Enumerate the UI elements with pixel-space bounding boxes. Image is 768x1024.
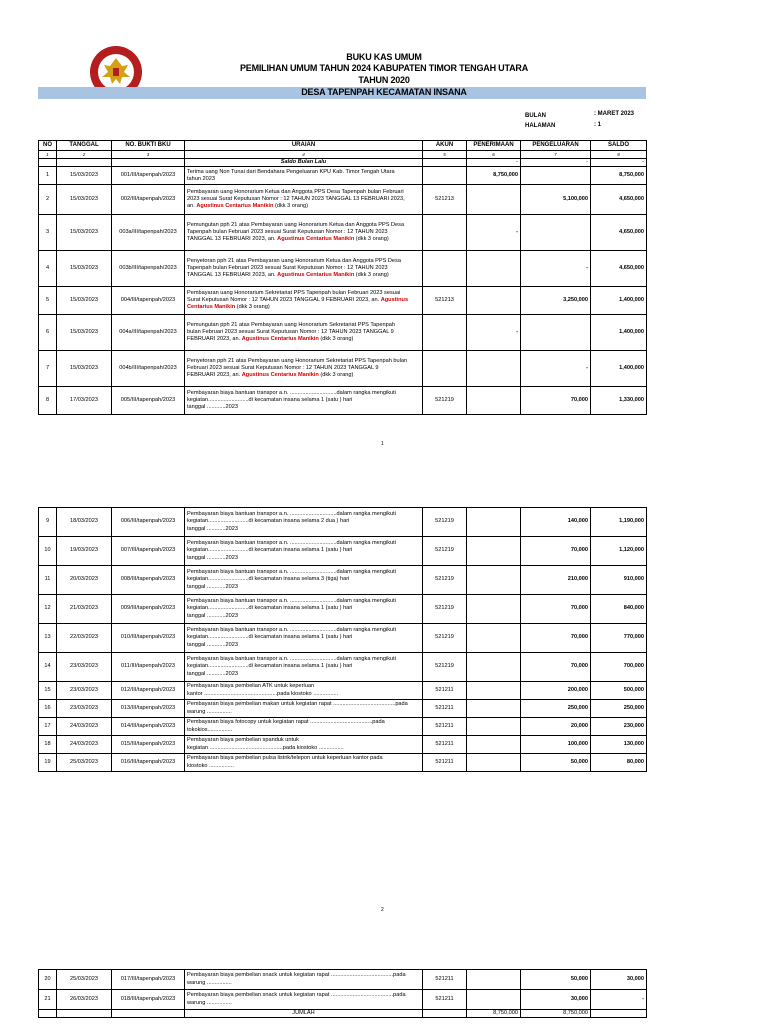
row-uraian <box>185 251 423 287</box>
row-bukti: 015/III/tapenpah/2023 <box>112 736 185 754</box>
uraian-line: Surat Keputusan Nomor : 12 TAHUN 2023 TANGGAL 9 FEBRUARI 2023, an. <box>187 297 381 304</box>
row-uraian <box>185 990 423 1010</box>
row-bukti: 013/III/tapenpah/2023 <box>112 700 185 718</box>
uraian-line: bulan Februari 2023 sesuai Surat Keputusan Nomor : 12 TAHUN 2023 TANGGAL 9 <box>187 329 394 336</box>
row-penerimaan <box>467 537 521 566</box>
row-pengeluaran: 50,000 <box>521 970 591 990</box>
row-tanggal: 23/03/2023 <box>57 653 112 682</box>
row-uraian <box>185 682 423 700</box>
col-index: 1 <box>39 151 57 159</box>
row-pengeluaran: - <box>521 351 591 387</box>
row-penerimaan <box>467 185 521 215</box>
table-row <box>39 754 647 772</box>
row-penerimaan <box>467 624 521 653</box>
document-title: BUKU KAS UMUM <box>346 52 422 62</box>
row-tanggal: 22/03/2023 <box>57 624 112 653</box>
uraian-line: kegiatan..........................di kecamatan insana selama 1 (satu ) hari <box>187 397 353 404</box>
row-saldo: 130,000 <box>591 736 647 754</box>
desa-title: DESA TAPENPAH KECAMATAN INSANA <box>301 87 467 97</box>
row-penerimaan <box>467 566 521 595</box>
row-penerimaan: - <box>467 315 521 351</box>
row-no: 8 <box>39 387 57 415</box>
table-row <box>39 287 647 315</box>
row-no: 20 <box>39 970 57 990</box>
uraian-line: tanggal ............2023 <box>187 670 238 677</box>
recipient-tail: (dkk 3 orang) <box>273 203 308 210</box>
saldo-awal-pengeluaran: - <box>521 159 591 167</box>
bulan-label: BULAN <box>525 113 546 119</box>
row-saldo: 770,000 <box>591 624 647 653</box>
table-row <box>39 700 647 718</box>
row-akun: 521219 <box>423 566 467 595</box>
col-index: 4 <box>185 151 423 159</box>
uraian-line: tokokios................ <box>187 726 233 733</box>
recipient-tail: (dkk 3 orang) <box>235 304 270 311</box>
uraian-line: Pembayaran biaya pembelian makan untuk kegiatan rapat ........................................pada <box>187 701 408 708</box>
uraian-line: Pembayaran biaya pembelian snack untuk kegiatan rapat ........................................pada <box>187 992 406 999</box>
row-pengeluaran <box>521 215 591 251</box>
recipient-name: Agustinus Centarius Manikin <box>196 203 274 210</box>
row-uraian <box>185 351 423 387</box>
col-akun: AKUN <box>423 141 467 151</box>
row-bukti: 004/III/tapenpah/2023 <box>112 287 185 315</box>
row-pengeluaran: 70,000 <box>521 537 591 566</box>
row-no: 4 <box>39 251 57 287</box>
table-row <box>39 508 647 537</box>
row-akun: 521219 <box>423 508 467 537</box>
row-no: 1 <box>39 167 57 185</box>
uraian-line: kegiatan..........................di kecamatan insana selama 2 dua ) hari <box>187 518 350 525</box>
row-penerimaan <box>467 682 521 700</box>
uraian-line: Pembayaran biaya bantuan transpor a.n. ..............................dalam rangka mengikuti <box>187 598 396 605</box>
row-pengeluaran: 100,000 <box>521 736 591 754</box>
row-akun <box>423 215 467 251</box>
row-tanggal: 23/03/2023 <box>57 700 112 718</box>
row-bukti: 003a/III/tapenpah/2023 <box>112 215 185 251</box>
row-saldo: 1,400,000 <box>591 351 647 387</box>
uraian-line: kegiatan..........................di kecamatan insana selama 1 (satu ) hari <box>187 547 353 554</box>
row-saldo: 4,650,000 <box>591 215 647 251</box>
row-akun: 521213 <box>423 287 467 315</box>
row-penerimaan <box>467 508 521 537</box>
row-akun: 521219 <box>423 595 467 624</box>
row-bukti: 012/III/tapenpah/2023 <box>112 682 185 700</box>
row-tanggal: 19/03/2023 <box>57 537 112 566</box>
table-row <box>39 990 647 1010</box>
bulan-value: : MARET 2023 <box>594 111 635 117</box>
table-row <box>39 682 647 700</box>
row-pengeluaran: - <box>521 251 591 287</box>
row-no: 15 <box>39 682 57 700</box>
row-no: 14 <box>39 653 57 682</box>
row-penerimaan <box>467 595 521 624</box>
uraian-line: tanggal ............2023 <box>187 525 238 532</box>
recipient-tail: (dkk 3 orang) <box>318 372 354 379</box>
uraian-line: tanggal ............2023 <box>187 554 238 561</box>
table-row <box>39 315 647 351</box>
col-penerimaan: PENERIMAAN <box>467 141 521 151</box>
uraian-line: Pembayaran biaya bantuan transpor a.n. ..............................dalam rangka mengikuti <box>187 656 396 663</box>
saldo-awal-penerimaan: - <box>467 159 521 167</box>
row-saldo: 4,650,000 <box>591 251 647 287</box>
row-tanggal: 17/03/2023 <box>57 387 112 415</box>
col-no: NO <box>39 141 57 151</box>
col-index: 7 <box>521 151 591 159</box>
jumlah-pengeluaran: 8,750,000 <box>521 1010 591 1018</box>
row-tanggal: 15/03/2023 <box>57 215 112 251</box>
col-index: 5 <box>423 151 467 159</box>
table-row <box>39 595 647 624</box>
col-saldo: SALDO <box>591 141 647 151</box>
table-row <box>39 736 647 754</box>
uraian-line: Pembayaran biaya pembelian ATK untuk keperluan <box>187 683 315 690</box>
row-pengeluaran <box>521 167 591 185</box>
table-row <box>39 718 647 736</box>
row-uraian <box>185 387 423 415</box>
row-penerimaan <box>467 970 521 990</box>
row-saldo: 500,000 <box>591 682 647 700</box>
recipient-name: Agustinus Centarius Manikin <box>277 272 355 279</box>
row-tanggal: 24/03/2023 <box>57 718 112 736</box>
row-uraian <box>185 595 423 624</box>
table-row <box>39 387 647 415</box>
table-row <box>39 566 647 595</box>
row-no: 13 <box>39 624 57 653</box>
row-saldo: 230,000 <box>591 718 647 736</box>
table-row <box>39 537 647 566</box>
col-index: 6 <box>467 151 521 159</box>
row-tanggal: 15/03/2023 <box>57 185 112 215</box>
recipient-name: Agustinus Centarius Manikin <box>277 236 355 243</box>
row-no: 10 <box>39 537 57 566</box>
row-no: 18 <box>39 736 57 754</box>
row-saldo: 1,190,000 <box>591 508 647 537</box>
row-no: 21 <box>39 990 57 1010</box>
uraian-line: tanggal ............2023 <box>187 404 238 411</box>
uraian-line: kegiatan..........................di kecamatan insana selama 1 (satu ) hari <box>187 605 353 612</box>
uraian-line: warung ................ <box>187 708 232 715</box>
document-year: TAHUN 2020 <box>358 75 410 85</box>
row-saldo: 30,000 <box>591 970 647 990</box>
row-akun <box>423 351 467 387</box>
row-tanggal: 15/03/2023 <box>57 315 112 351</box>
recipient-tail: (dkk 3 orang) <box>318 336 354 343</box>
uraian-line: Pembayaran biaya pembelian snack untuk kegiatan rapat ........................................pada <box>187 972 406 979</box>
row-tanggal: 15/03/2023 <box>57 167 112 185</box>
row-penerimaan <box>467 754 521 772</box>
row-akun: 521219 <box>423 387 467 415</box>
row-saldo: 8,750,000 <box>591 167 647 185</box>
row-bukti: 010/III/tapenpah/2023 <box>112 624 185 653</box>
row-bukti: 002/III/tapenpah/2023 <box>112 185 185 215</box>
uraian-line: TANGGAL 13 FEBRUARI 2023, an. <box>187 236 278 243</box>
uraian-line: Pembayaran biaya bantuan transpor a.n. ..............................dalam rangka mengikuti <box>187 511 396 518</box>
uraian-line: warung ................ <box>187 999 232 1006</box>
row-tanggal: 15/03/2023 <box>57 251 112 287</box>
row-uraian <box>185 754 423 772</box>
row-tanggal: 25/03/2023 <box>57 754 112 772</box>
row-penerimaan: - <box>467 215 521 251</box>
table-row <box>39 215 647 251</box>
row-bukti: 006/III/tapenpah/2023 <box>112 508 185 537</box>
uraian-line: tahun 2023 <box>187 175 215 182</box>
row-akun <box>423 251 467 287</box>
kas-table-page-2 <box>38 507 647 772</box>
uraian-line: Penyetoran pph 21 atas Pembayaran uang Honorarium Ketua dan Anggota PPS Desa <box>187 257 401 264</box>
row-penerimaan <box>467 700 521 718</box>
row-no: 12 <box>39 595 57 624</box>
row-uraian <box>185 653 423 682</box>
recipient-name: Agustinus Centarius Manikin <box>187 297 409 311</box>
row-akun <box>423 167 467 185</box>
row-pengeluaran: 70,000 <box>521 624 591 653</box>
col-uraian: URAIAN <box>185 141 423 151</box>
uraian-line: Terima uang Non Tunai dari Bendahara Pengeluaran KPU Kab. Timor Tengah Utara <box>187 168 395 175</box>
col-pengeluaran: PENGELUARAN <box>521 141 591 151</box>
row-akun: 521211 <box>423 700 467 718</box>
row-bukti: 016/III/tapenpah/2023 <box>112 754 185 772</box>
recipient-name: Agustinus Centarius Manikin <box>241 336 319 343</box>
row-saldo: 910,000 <box>591 566 647 595</box>
uraian-line: warung ................ <box>187 979 232 986</box>
row-bukti: 009/III/tapenpah/2023 <box>112 595 185 624</box>
row-bukti: 004a/III/tapenpah/2023 <box>112 315 185 351</box>
kas-table-page-3 <box>38 969 647 1018</box>
row-penerimaan: 8,750,000 <box>467 167 521 185</box>
uraian-line: Pembayaran biaya fotocopy untuk kegiatan rapat ........................................pada <box>187 719 385 726</box>
row-bukti: 008/III/tapenpah/2023 <box>112 566 185 595</box>
row-saldo: 700,000 <box>591 653 647 682</box>
row-pengeluaran: 140,000 <box>521 508 591 537</box>
row-saldo: 80,000 <box>591 754 647 772</box>
uraian-line: Pemungutan pph 21 atas Pembayaran uang Honorarium Sekretariat PPS Tapenpah <box>187 321 395 328</box>
table-row <box>39 624 647 653</box>
uraian-line: FEBRUARI 2023, an. <box>187 372 242 379</box>
row-tanggal: 20/03/2023 <box>57 566 112 595</box>
halaman-label: HALAMAN <box>525 123 556 129</box>
uraian-line: TANGGAL 13 FEBRUARI 2023, an. <box>187 272 278 279</box>
saldo-awal-label: Saldo Bulan Lalu <box>185 159 423 167</box>
document-subtitle: PEMILIHAN UMUM TAHUN 2024 KABUPATEN TIMOR TENGAH UTARA <box>239 63 529 73</box>
row-uraian <box>185 315 423 351</box>
row-no: 3 <box>39 215 57 251</box>
row-akun: 521219 <box>423 624 467 653</box>
row-uraian <box>185 508 423 537</box>
row-saldo: 4,650,000 <box>591 185 647 215</box>
uraian-line: Pembayaran biaya bantuan transpor a.n. ..............................dalam rangka mengikuti <box>187 389 396 396</box>
row-pengeluaran: 70,000 <box>521 595 591 624</box>
row-saldo: 1,400,000 <box>591 287 647 315</box>
row-akun: 521219 <box>423 537 467 566</box>
row-penerimaan <box>467 990 521 1010</box>
row-no: 6 <box>39 315 57 351</box>
row-saldo: 1,400,000 <box>591 315 647 351</box>
row-saldo: 1,120,000 <box>591 537 647 566</box>
uraian-line: Tapenpah bulan Februari 2023 sesuai Surat Keputusan Nomor : 12 TAHUN 2023 <box>187 265 388 272</box>
uraian-line: kegiatan..........................di kecamatan insana selama 1 (satu ) hari <box>187 634 353 641</box>
row-no: 11 <box>39 566 57 595</box>
row-no: 2 <box>39 185 57 215</box>
row-no: 16 <box>39 700 57 718</box>
uraian-line: FEBRUARI 2023, an. <box>187 336 242 343</box>
row-bukti: 011/III/tapenpah/2023 <box>112 653 185 682</box>
row-tanggal: 21/03/2023 <box>57 595 112 624</box>
uraian-line: tanggal ............2023 <box>187 612 238 619</box>
row-uraian <box>185 537 423 566</box>
row-uraian <box>185 566 423 595</box>
row-akun: 521211 <box>423 718 467 736</box>
row-penerimaan <box>467 287 521 315</box>
row-saldo: 840,000 <box>591 595 647 624</box>
row-akun <box>423 315 467 351</box>
uraian-line: Pembayaran uang Honorarium Sekretariat PPS Tapenpah bulan Februari 2023 sesuai <box>187 289 401 296</box>
table-row <box>39 351 647 387</box>
uraian-line: Pembayaran biaya bantuan transpor a.n. ..............................dalam rangka mengikuti <box>187 627 396 634</box>
row-tanggal: 24/03/2023 <box>57 736 112 754</box>
recipient-name: Agustinus Centarius Manikin <box>241 372 319 379</box>
row-penerimaan <box>467 718 521 736</box>
jumlah-label: JUMLAH <box>185 1010 423 1018</box>
row-akun: 521211 <box>423 754 467 772</box>
row-tanggal: 25/03/2023 <box>57 970 112 990</box>
row-bukti: 004b/III/tapenpah/2023 <box>112 351 185 387</box>
uraian-line: tanggal ............2023 <box>187 641 238 648</box>
row-no: 5 <box>39 287 57 315</box>
row-no: 7 <box>39 351 57 387</box>
row-uraian <box>185 624 423 653</box>
row-tanggal: 15/03/2023 <box>57 287 112 315</box>
uraian-line: Februari 2023 sesuai Surat Keputusan Nomor : 12 TAHUN 2023 TANGGAL 9 <box>187 365 379 372</box>
table-row <box>39 251 647 287</box>
col-index: 8 <box>591 151 647 159</box>
col-tanggal: TANGGAL <box>57 141 112 151</box>
row-tanggal: 15/03/2023 <box>57 351 112 387</box>
row-pengeluaran: 200,000 <box>521 682 591 700</box>
row-bukti: 018/III/tapenpah/2023 <box>112 990 185 1010</box>
row-pengeluaran: 70,000 <box>521 387 591 415</box>
row-tanggal: 26/03/2023 <box>57 990 112 1010</box>
row-pengeluaran: 70,000 <box>521 653 591 682</box>
uraian-line: Pembayaran biaya pembelian spanduk untuk <box>187 737 299 744</box>
saldo-awal-saldo: - <box>591 159 647 167</box>
halaman-value: : 1 <box>594 122 602 128</box>
row-no: 19 <box>39 754 57 772</box>
col-index: 3 <box>112 151 185 159</box>
row-uraian <box>185 215 423 251</box>
row-akun: 521219 <box>423 653 467 682</box>
table-row <box>39 167 647 185</box>
row-pengeluaran: 210,000 <box>521 566 591 595</box>
row-bukti: 017/III/tapenpah/2023 <box>112 970 185 990</box>
uraian-line: Pemungutan pph 21 atas Pembayaran uang Honorarium Ketua dan Anggota PPS Desa <box>187 221 405 228</box>
row-no: 17 <box>39 718 57 736</box>
row-akun: 521211 <box>423 736 467 754</box>
row-penerimaan <box>467 653 521 682</box>
row-tanggal: 23/03/2023 <box>57 682 112 700</box>
uraian-line: Pembayaran biaya pembelian pulsa listrik/telepon untuk keperluan kantor pada <box>187 755 383 762</box>
uraian-line: kegiatan..........................di kecamatan insana selama 3 (tiga) hari <box>187 576 350 583</box>
row-penerimaan <box>467 251 521 287</box>
table-row <box>39 185 647 215</box>
uraian-line: Pembayaran biaya bantuan transpor a.n. ..............................dalam rangka mengikuti <box>187 569 396 576</box>
row-uraian <box>185 970 423 990</box>
row-pengeluaran <box>521 315 591 351</box>
uraian-line: 2023 sesuai Surat Keputusan Nomor : 12 TAHUN 2023 TANGGAL 13 FEBRUARI 2023, <box>187 196 405 203</box>
recipient-tail: (dkk 3 orang) <box>354 272 389 279</box>
recipient-tail: (dkk 3 orang) <box>354 236 389 243</box>
row-bukti: 014/III/tapenpah/2023 <box>112 718 185 736</box>
row-pengeluaran: 50,000 <box>521 754 591 772</box>
row-pengeluaran: 250,000 <box>521 700 591 718</box>
row-uraian <box>185 718 423 736</box>
row-uraian <box>185 736 423 754</box>
row-penerimaan <box>467 387 521 415</box>
uraian-line: an. <box>187 203 197 210</box>
row-penerimaan <box>467 736 521 754</box>
page-number-1: 1 <box>381 441 384 447</box>
row-tanggal: 18/03/2023 <box>57 508 112 537</box>
row-saldo: - <box>591 990 647 1010</box>
row-akun: 521211 <box>423 682 467 700</box>
col-bukti: NO. BUKTI BKU <box>112 141 185 151</box>
uraian-line: Penyetoran pph 21 atas Pembayaran uang Honorarium Sekretariat PPS Tapenpah bulan <box>187 357 408 364</box>
table-row <box>39 653 647 682</box>
row-bukti: 001/III/tapenpah/2023 <box>112 167 185 185</box>
row-akun: 521211 <box>423 990 467 1010</box>
row-bukti: 007/III/tapenpah/2023 <box>112 537 185 566</box>
row-pengeluaran: 3,250,000 <box>521 287 591 315</box>
row-bukti: 003b/III/tapenpah/2023 <box>112 251 185 287</box>
row-uraian <box>185 185 423 215</box>
row-saldo: 250,000 <box>591 700 647 718</box>
uraian-line: kiostoko ................ <box>187 762 234 769</box>
row-pengeluaran: 5,100,000 <box>521 185 591 215</box>
uraian-line: kegiatan..........................di kecamatan insana selama 1 (satu ) hari <box>187 663 353 670</box>
page-number-2: 2 <box>381 907 384 913</box>
uraian-line: Tapenpah bulan Februari 2023 sesuai Surat Keputusan Nomor : 12 TAHUN 2023 <box>187 229 388 236</box>
row-saldo: 1,330,000 <box>591 387 647 415</box>
row-uraian <box>185 167 423 185</box>
uraian-line: kegiatan ...............................................pada kiostoko ................ <box>187 744 344 751</box>
uraian-line: Pembayaran uang Honorarium Ketua dan Anggota PPS Desa Tapenpah bulan Februari <box>187 188 404 195</box>
row-akun: 521211 <box>423 970 467 990</box>
jumlah-penerimaan: 8,750,000 <box>467 1010 521 1018</box>
row-bukti: 005/III/tapenpah/2023 <box>112 387 185 415</box>
col-index: 2 <box>57 151 112 159</box>
row-uraian <box>185 287 423 315</box>
row-akun: 521213 <box>423 185 467 215</box>
row-pengeluaran: 30,000 <box>521 990 591 1010</box>
row-no: 9 <box>39 508 57 537</box>
row-pengeluaran: 20,000 <box>521 718 591 736</box>
kas-table-page-1 <box>38 140 647 415</box>
uraian-line: Pembayaran biaya bantuan transpor a.n. ..............................dalam rangka mengikuti <box>187 540 396 547</box>
uraian-line: kantor ...............................................pada kiostoko ................ <box>187 690 339 697</box>
uraian-line: tanggal ............2023 <box>187 583 238 590</box>
row-uraian <box>185 700 423 718</box>
row-penerimaan <box>467 351 521 387</box>
table-row <box>39 970 647 990</box>
